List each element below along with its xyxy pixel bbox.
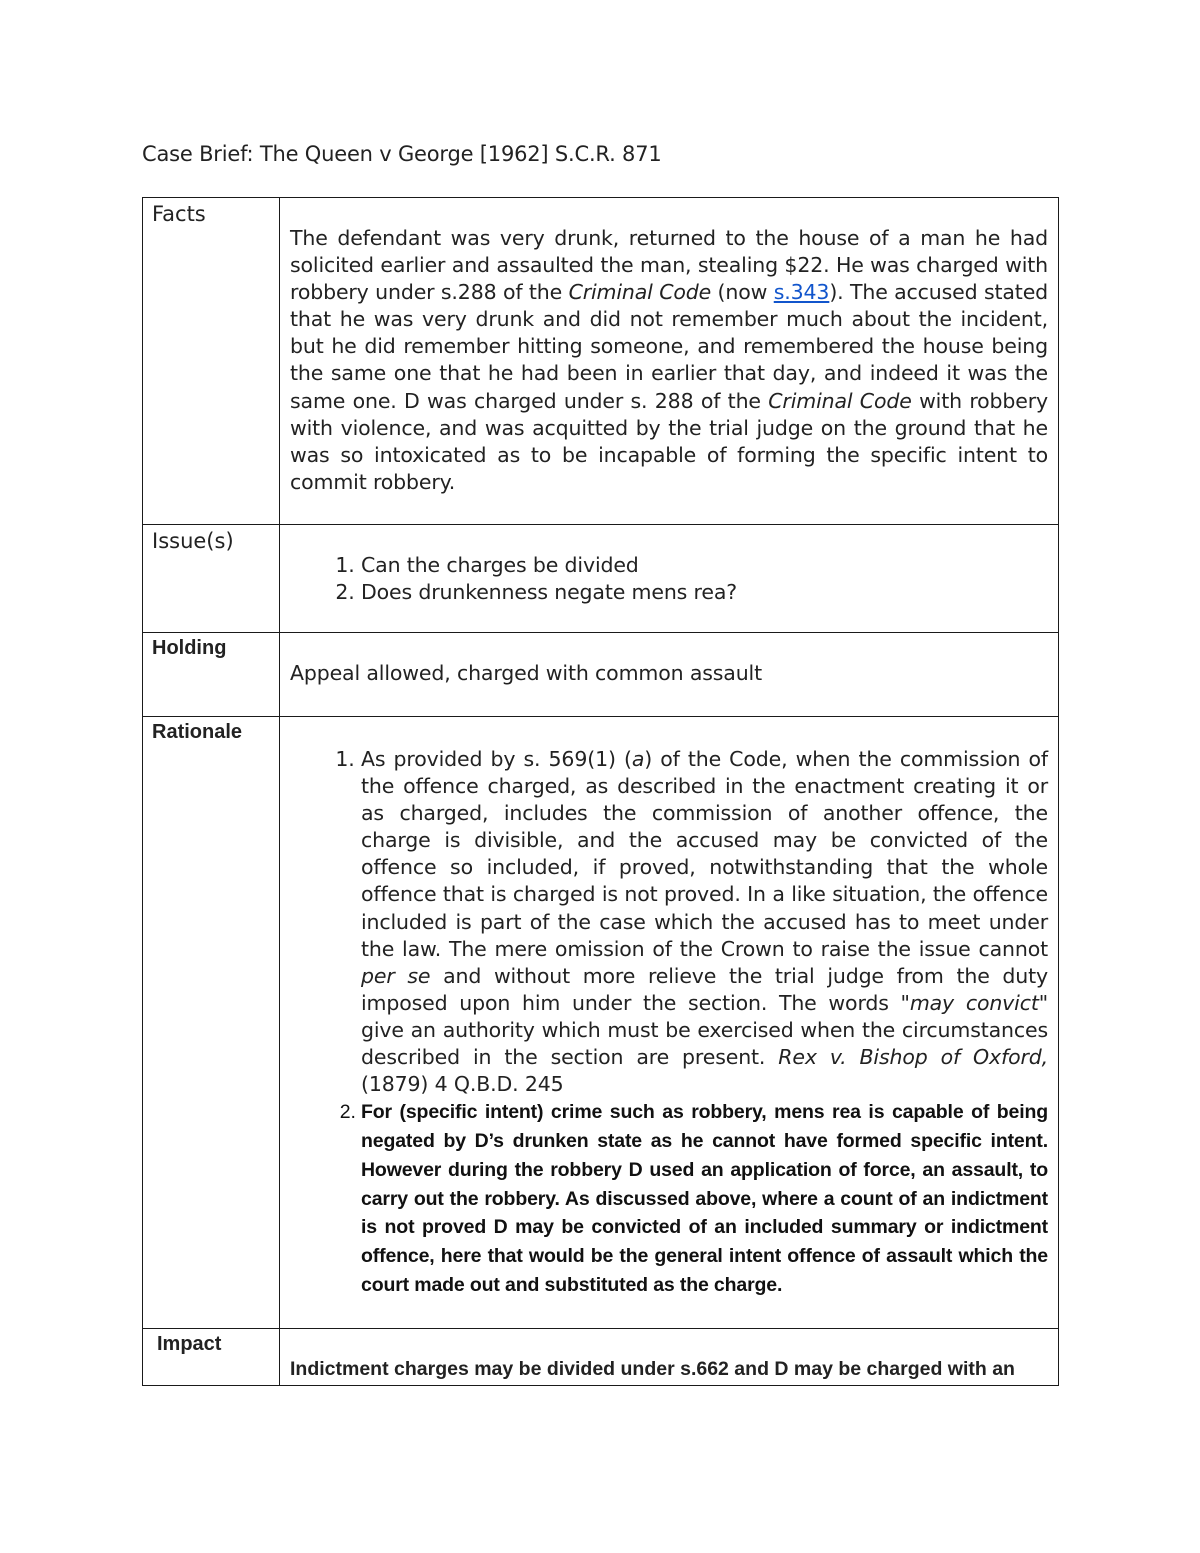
holding-text: Appeal allowed, charged with common assault [290, 661, 762, 685]
rationale-text-part: and without more relieve the trial judge from the duty imposed upon him under the section. The words [361, 963, 1048, 1015]
impact-label: Impact [157, 1333, 222, 1355]
rationale-content-cell [280, 717, 1059, 1329]
rationale-label: Rationale [152, 721, 243, 743]
facts-text-part: ). The accused stated that he was very drunk and did not remember much about the incident, but he did remember hitting someone, and remembered the house being the same one that he had been in earlier that day, and indeed it was the same one. D was charged under s. 288 of the [290, 280, 1049, 413]
facts-text-part: (now [711, 280, 774, 305]
facts-label: Facts [152, 202, 206, 226]
rationale-row [143, 717, 1059, 1329]
section-343-link[interactable]: s.343 [773, 280, 830, 305]
holding-label: Holding [152, 637, 227, 659]
facts-text-part: with robbery with violence, and was acquitted by the trial judge on the ground that he was so intoxicated as to be incapable of forming the specific intent to commit robbery. [290, 388, 1049, 494]
issues-content-cell [280, 525, 1059, 633]
rationale-text-part: ) of the Code, when the commission of the offence charged, as described in the enactment creating it or as charged, includes the commission of another offence, the charge is divisible, and the accused may be convicted of the offence so included, if proved, notwithstanding that the whole offence that is charged is not proved. In a like situation, the offence included is part of the case which the accused has to meet under the law. The mere omission of the Crown to raise the issue cannot [361, 747, 1048, 961]
criminal-code-italic: Criminal Code [568, 280, 712, 305]
impact-row [143, 1329, 1059, 1386]
issues-label-cell [143, 525, 280, 633]
issues-list [290, 552, 1048, 606]
rationale-item-1 [361, 746, 1048, 1098]
rationale-text-part: give an authority which must be exercised when the circumstances described in the section are present. [361, 1017, 1048, 1070]
holding-content-cell [280, 633, 1059, 717]
impact-label-cell [143, 1329, 280, 1386]
rationale-item-2: 2. For (specific intent) crime such as robbery, mens rea is capable of being negated by D’s drunken state as he cannot have formed specific intent. However during the robbery D used an application of force, an assault, to carry out the robbery. As discussed above, where a count of an indictment is not proved D may be convicted of an included summary or indictment offence, here that would be the general intent offence of assault which the court made out and substituted as the charge. [361, 1098, 1048, 1300]
impact-text: Indictment charges may be divided under s.662 and D may be charged with an [290, 1358, 1015, 1380]
holding-label-cell [143, 633, 280, 717]
rationale-italic: "may convict" [900, 990, 1048, 1015]
issues-label: Issue(s) [152, 529, 234, 553]
rationale-text-part: As provided by s. 569(1) ( [361, 747, 632, 771]
facts-text [290, 225, 1048, 496]
issue-item: 1. Can the charges be divided [361, 552, 1048, 579]
facts-content-cell [280, 198, 1059, 525]
document-title: Case Brief: The Queen v George [1962] S.C.R. 871 [142, 142, 662, 166]
facts-row [143, 198, 1059, 525]
facts-text-part: The defendant was very drunk, returned to the house of a man he had solicited earlier and assaulted the man, stealing $22. He was charged with robbery under s.288 of the [290, 226, 1048, 305]
holding-row [143, 633, 1059, 717]
rationale-text-part: (1879) 4 Q.B.D. 245 [361, 1072, 564, 1097]
criminal-code-italic: Criminal Code [768, 388, 912, 413]
rationale-label-cell [143, 717, 280, 1329]
issue-item: 2. Does drunkenness negate mens rea? [361, 579, 1048, 606]
impact-content-cell [280, 1329, 1059, 1386]
rationale-italic: Rex v. Bishop of Oxford, [778, 1045, 1048, 1070]
rationale-italic: per se [361, 963, 431, 988]
case-brief-table [142, 197, 1059, 1386]
rationale-italic: a [631, 747, 645, 771]
rationale-list [290, 746, 1048, 1300]
issues-row [143, 525, 1059, 633]
facts-label-cell [143, 198, 280, 525]
